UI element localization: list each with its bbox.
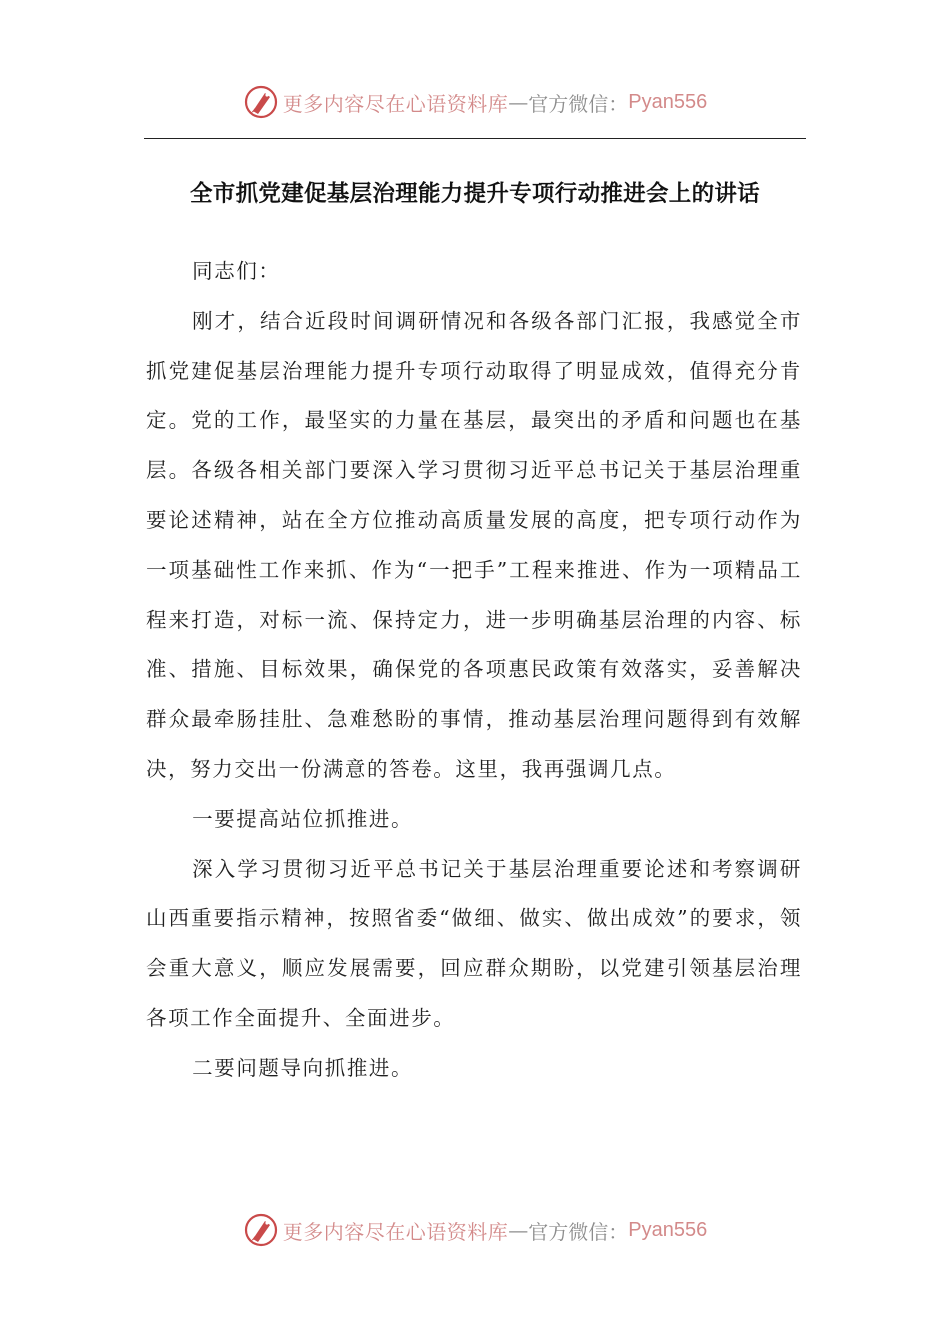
salutation: 同志们： bbox=[192, 259, 281, 283]
footer-banner bbox=[0, 1208, 950, 1252]
banner-dash: — bbox=[508, 1218, 529, 1242]
banner-wechat-id: Pyan556 bbox=[628, 90, 708, 113]
banner-dash: — bbox=[508, 90, 529, 114]
section-heading: 一要提高站位抓推进。 bbox=[192, 806, 414, 831]
banner-text: 更多内容尽在心语资料库 bbox=[282, 1219, 509, 1244]
paragraph: 深入学习贯彻习近平总书记关于基层治理重要论述和考察调研山西重要指示精神，按照省委“做细、做实、做出成效”的要求，领会重大意义，顺应发展需要，回应群众期盼，以党建引领基层治理各项工作全面提升、全面进步。 bbox=[146, 856, 802, 1030]
paragraph: 刚才，结合近段时间调研情况和各级各部门汇报，我感觉全市抓党建促基层治理能力提升专项行动取得了明显成效，值得充分肯定。党的工作，最坚实的力量在基层，最突出的矛盾和问题也在基层。各级各相关部门要深入学习贯彻习近平总书记关于基层治理重要论述精神，站在全方位推动高质量发展的高度，把专项行动作为一项基础性工作来抓、作为“一把手”工程来推进、作为一项精品工程来打造，对标一流、保持定力，进一步明确基层治理的内容、标准、措施、目标效果，确保党的各项惠民政策有效落实，妥善解决群众最牵肠挂肚、急难愁盼的事情，推动基层治理问题得到有效解决，努力交出一份满意的答卷。这里，我再强调几点。 bbox=[146, 308, 802, 781]
banner-wechat-label: 官方微信： bbox=[528, 91, 629, 116]
banner-wechat-label: 官方微信： bbox=[528, 1219, 629, 1244]
pen-nib-circle-icon bbox=[243, 1212, 279, 1248]
header-banner bbox=[0, 80, 950, 124]
document-body bbox=[146, 247, 802, 1094]
header-divider bbox=[144, 138, 806, 139]
document-title: 全市抓党建促基层治理能力提升专项行动推进会上的讲话 bbox=[189, 181, 760, 207]
section-heading: 二要问题导向抓推进。 bbox=[192, 1055, 414, 1080]
pen-nib-circle-icon bbox=[243, 84, 279, 120]
banner-text: 更多内容尽在心语资料库 bbox=[282, 91, 509, 116]
banner-wechat-id: Pyan556 bbox=[628, 1218, 708, 1241]
